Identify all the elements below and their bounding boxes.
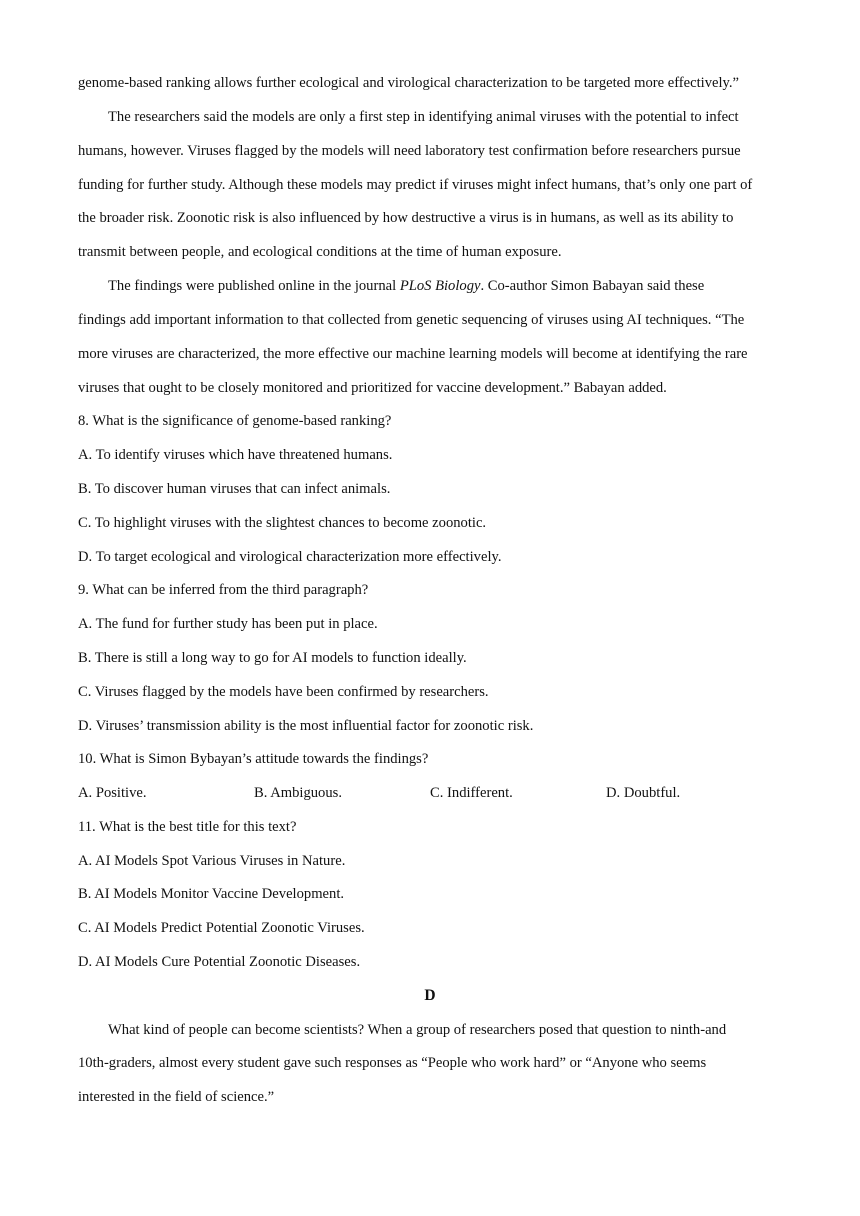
question-11-option-a: A. AI Models Spot Various Viruses in Nature. bbox=[78, 853, 346, 869]
passage-c-paragraph-2-line: funding for further study. Although these models may predict if viruses might infect humans, that’s only one part of bbox=[78, 177, 753, 193]
question-11-option-d: D. AI Models Cure Potential Zoonotic Diseases. bbox=[78, 954, 361, 970]
question-8-option-c: C. To highlight viruses with the slightest chances to become zoonotic. bbox=[78, 515, 487, 531]
passage-c-paragraph-2-line: humans, however. Viruses flagged by the models will need laboratory test confirmation before researchers pursue bbox=[78, 143, 741, 159]
passage-d-paragraph-1-line: 10th-graders, almost every student gave such responses as “People who work hard” or “Anyone who seems bbox=[78, 1055, 707, 1071]
question-10-option-b: B. Ambiguous. bbox=[254, 785, 342, 801]
passage-c-paragraph-2-line: The researchers said the models are only a first step in identifying animal viruses with the potential to infect bbox=[108, 109, 739, 125]
question-11-stem: 11. What is the best title for this text? bbox=[78, 819, 297, 835]
passage-d-paragraph-1-line: What kind of people can become scientists? When a group of researchers posed that question to ninth-and bbox=[108, 1022, 727, 1038]
passage-c-paragraph-2-line: the broader risk. Zoonotic risk is also influenced by how destructive a virus is in humans, as well as its ability to bbox=[78, 210, 734, 226]
passage-c-paragraph-1-line: genome-based ranking allows further ecological and virological characterization to be targeted more effectively.” bbox=[78, 75, 740, 91]
question-8-option-b: B. To discover human viruses that can infect animals. bbox=[78, 481, 391, 497]
passage-d-paragraph-1-line: interested in the field of science.” bbox=[78, 1089, 275, 1105]
question-10-option-d: D. Doubtful. bbox=[606, 785, 681, 801]
passage-c-paragraph-3-line: more viruses are characterized, the more effective our machine learning models will become at identifying the rare bbox=[78, 346, 748, 362]
question-8-option-a: A. To identify viruses which have threatened humans. bbox=[78, 447, 393, 463]
passage-c-paragraph-3-line: findings add important information to that collected from genetic sequencing of viruses using AI techniques. “The bbox=[78, 312, 745, 328]
question-8-stem: 8. What is the significance of genome-based ranking? bbox=[78, 413, 392, 429]
question-11-option-b: B. AI Models Monitor Vaccine Development. bbox=[78, 886, 345, 902]
text-segment: . Co-author Simon Babayan said these bbox=[480, 278, 705, 294]
section-heading: D bbox=[424, 987, 436, 1004]
question-9-option-d: D. Viruses’ transmission ability is the most influential factor for zoonotic risk. bbox=[78, 718, 534, 734]
question-8-option-d: D. To target ecological and virological characterization more effectively. bbox=[78, 549, 502, 565]
question-9-option-a: A. The fund for further study has been put in place. bbox=[78, 616, 378, 632]
question-10-option-a: A. Positive. bbox=[78, 785, 147, 801]
question-9-option-c: C. Viruses flagged by the models have been confirmed by researchers. bbox=[78, 684, 489, 700]
journal-name: PLoS Biology bbox=[399, 278, 481, 294]
passage-c-paragraph-3-line bbox=[108, 277, 704, 295]
question-10-stem: 10. What is Simon Bybayan’s attitude towards the findings? bbox=[78, 751, 429, 767]
question-11-option-c: C. AI Models Predict Potential Zoonotic Viruses. bbox=[78, 920, 365, 936]
passage-c-paragraph-3-line: viruses that ought to be closely monitored and prioritized for vaccine development.” Babayan added. bbox=[78, 380, 667, 396]
question-9-option-b: B. There is still a long way to go for AI models to function ideally. bbox=[78, 650, 467, 666]
question-9-stem: 9. What can be inferred from the third paragraph? bbox=[78, 582, 369, 598]
text-segment: The findings were published online in the journal bbox=[108, 278, 400, 294]
passage-c-paragraph-2-line: transmit between people, and ecological conditions at the time of human exposure. bbox=[78, 244, 562, 260]
question-10-option-c: C. Indifferent. bbox=[430, 785, 513, 801]
